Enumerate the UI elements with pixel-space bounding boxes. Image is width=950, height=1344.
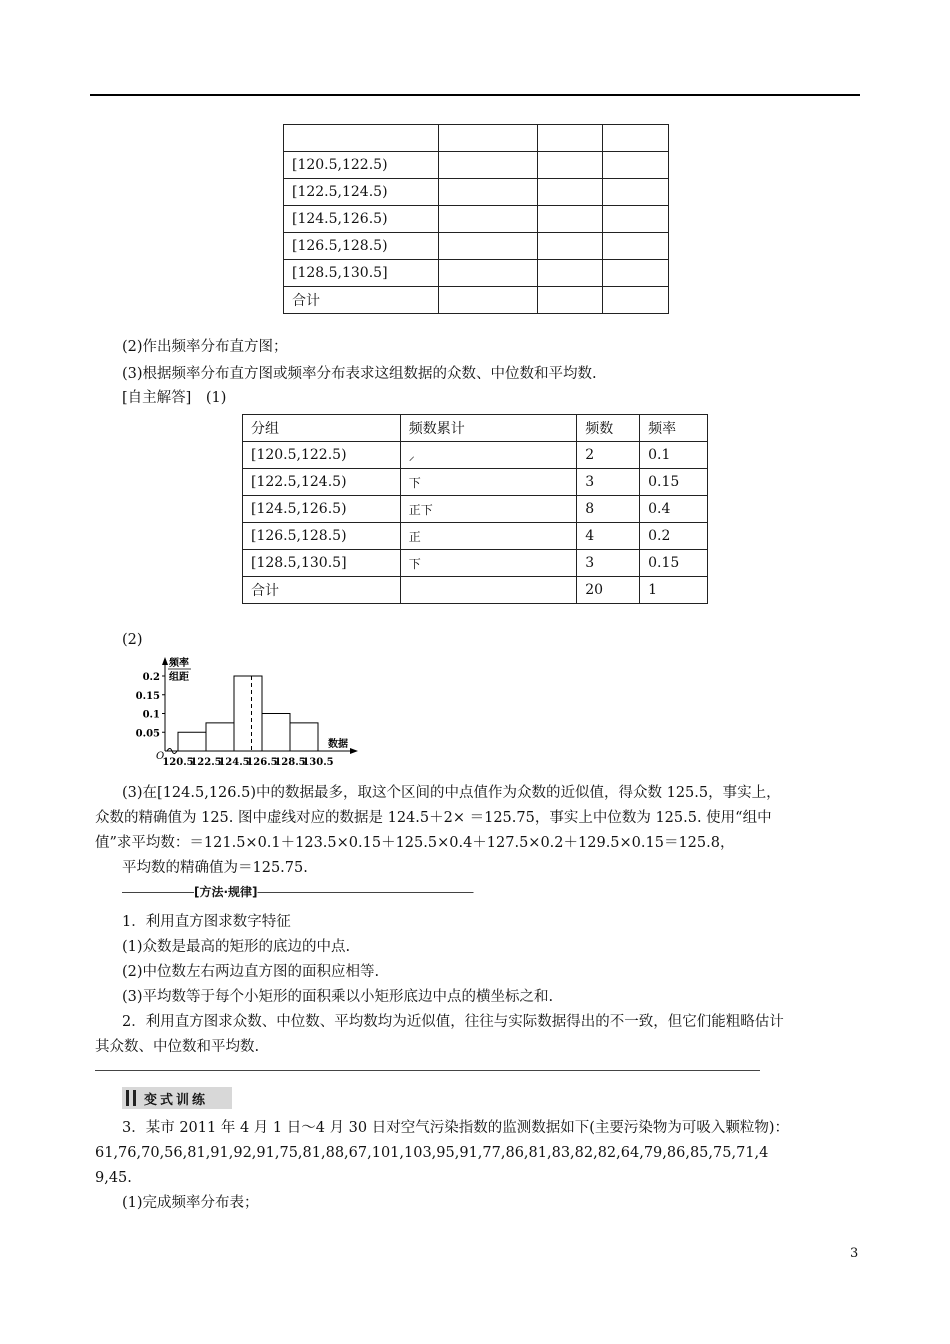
histogram-bar — [234, 676, 262, 751]
histogram-bar — [290, 723, 318, 751]
y-label-top: 频率 — [169, 658, 189, 669]
table-cell — [538, 287, 603, 314]
table-cell-count: 8 — [577, 496, 640, 523]
histogram-bar — [262, 714, 290, 752]
table-cell — [438, 233, 538, 260]
x-tick-label: 120.5 — [162, 757, 194, 768]
x-tick-label: 128.5 — [274, 757, 306, 768]
table-cell — [538, 206, 603, 233]
x-axis-label: 数据 — [328, 739, 348, 750]
table-cell — [438, 287, 538, 314]
empty-frequency-table — [283, 124, 669, 314]
table-cell-group: [124.5,126.5) — [243, 496, 401, 523]
method-p4: (3)平均数等于每个小矩形的面积乘以小矩形底边中点的横坐标之和. — [122, 989, 554, 1005]
table-row — [243, 550, 708, 577]
table-cell — [603, 233, 669, 260]
table-cell-count: 2 — [577, 442, 640, 469]
table-cell: 合计 — [284, 287, 439, 314]
table-cell — [538, 233, 603, 260]
table-cell — [538, 152, 603, 179]
table-cell — [603, 260, 669, 287]
y-tick-label: 0.1 — [142, 709, 160, 721]
method-title-line: ――――――[方法·规律]―――――――――――――――――― — [122, 885, 474, 899]
table-row — [243, 469, 708, 496]
table-cell-tally: 正 — [400, 523, 576, 550]
table-cell-tally — [400, 577, 576, 604]
solution-3-line4: 平均数的精确值为＝125.75. — [122, 860, 308, 876]
table-cell-tally: 下 — [400, 550, 576, 577]
y-tick-label: 0.15 — [135, 690, 160, 702]
table-cell-freq: 0.4 — [640, 496, 708, 523]
method-p6: 其众数、中位数和平均数. — [95, 1039, 260, 1055]
table-cell — [438, 152, 538, 179]
table-cell-group: [126.5,128.5) — [243, 523, 401, 550]
exercise-3-data-line1: 61,76,70,56,81,91,92,91,75,81,88,67,101,103,95,91,77,86,81,83,82,82,64,79,86,85,75,71,4 — [95, 1145, 769, 1161]
table-row — [284, 179, 669, 206]
table-row — [284, 260, 669, 287]
banner-bars-icon — [126, 1090, 136, 1106]
header-cell: 频数 — [577, 415, 640, 442]
table-cell — [438, 125, 538, 152]
table-cell-group: 合计 — [243, 577, 401, 604]
method-p1: 1．利用直方图求数字特征 — [122, 914, 291, 930]
table-row — [243, 523, 708, 550]
table-cell-freq: 0.1 — [640, 442, 708, 469]
table-cell: [124.5,126.5) — [284, 206, 439, 233]
table-cell — [438, 260, 538, 287]
table-cell — [603, 179, 669, 206]
table-cell: [126.5,128.5) — [284, 233, 439, 260]
table-row — [284, 152, 669, 179]
table-cell-tally: 正下 — [400, 496, 576, 523]
header-rule — [90, 94, 860, 96]
table-cell: [122.5,124.5) — [284, 179, 439, 206]
solution-3-line1: (3)在[124.5,126.5)中的数据最多，取这个区间的中点值作为众数的近似值，得众数 125.5，事实上， — [122, 785, 781, 801]
page-number: 3 — [850, 1246, 859, 1261]
origin-label: O — [156, 751, 165, 762]
table-cell-tally: ⸝ — [400, 442, 576, 469]
solution-3-line3: 值”求平均数：＝121.5×0.1＋123.5×0.15＋125.5×0.4＋127.5×0.2＋129.5×0.15＝125.8， — [95, 835, 735, 851]
frequency-table — [242, 414, 708, 604]
histogram-bar — [178, 732, 206, 751]
table-row — [243, 442, 708, 469]
answer-intro: [自主解答] (1) — [122, 390, 227, 406]
method-p3: (2)中位数左右两边直方图的面积应相等. — [122, 964, 380, 980]
x-tick-label: 126.5 — [246, 757, 278, 768]
y-tick-label: 0.2 — [142, 672, 160, 683]
method-p5: 2．利用直方图求众数、中位数、平均数均为近似值，往往与实际数据得出的不一致，但它们能粗略估计 — [122, 1014, 784, 1030]
header-cell: 分组 — [243, 415, 401, 442]
table-cell-freq: 1 — [640, 577, 708, 604]
table-cell: [120.5,122.5) — [284, 152, 439, 179]
table-row — [243, 577, 708, 604]
header-cell: 频数累计 — [400, 415, 576, 442]
table-row — [284, 287, 669, 314]
solution-3-line2: 众数的精确值为 125. 图中虚线对应的数据是 124.5＋2× ＝125.75，事实上中位数为 125.5. 使用“组中 — [95, 810, 772, 826]
histogram-bar — [206, 723, 234, 751]
table-row — [243, 496, 708, 523]
question-3: (3)根据频率分布直方图或频率分布表求这组数据的众数、中位数和平均数. — [122, 366, 597, 382]
table-cell-count: 3 — [577, 469, 640, 496]
table-header-row — [243, 415, 708, 442]
table-row — [284, 233, 669, 260]
table-cell — [438, 206, 538, 233]
exercise-3-part1: (1)完成频率分布表； — [122, 1195, 259, 1211]
label-2: (2) — [122, 632, 143, 648]
exercise-3-data-line2: 9,45. — [95, 1170, 132, 1186]
header-cell: 频率 — [640, 415, 708, 442]
table-row — [284, 125, 669, 152]
table-cell — [603, 287, 669, 314]
table-cell: [128.5,130.5] — [284, 260, 439, 287]
table-cell — [538, 179, 603, 206]
table-cell-count: 4 — [577, 523, 640, 550]
method-end-rule — [95, 1070, 760, 1071]
exercise-3-line1: 3．某市 2011 年 4 月 1 日～4 月 30 日对空气污染指数的监测数据如下(主要污染物为可吸入颗粒物)： — [122, 1120, 790, 1136]
x-axis-arrow — [350, 748, 358, 754]
table-cell — [538, 260, 603, 287]
x-tick-label: 130.5 — [302, 757, 334, 768]
table-cell — [538, 125, 603, 152]
banner-text: 变式训练 — [144, 1093, 209, 1108]
table-cell — [603, 125, 669, 152]
table-cell-freq: 0.15 — [640, 469, 708, 496]
table-cell-group: [128.5,130.5] — [243, 550, 401, 577]
table-cell — [603, 152, 669, 179]
table-cell — [284, 125, 439, 152]
variant-training-banner — [122, 1087, 232, 1109]
table-cell-freq: 0.15 — [640, 550, 708, 577]
table-cell — [438, 179, 538, 206]
method-title: [方法·规律] — [194, 885, 258, 899]
table-cell-group: [122.5,124.5) — [243, 469, 401, 496]
table-cell-group: [120.5,122.5) — [243, 442, 401, 469]
y-axis-arrow — [162, 657, 168, 665]
y-label-bottom: 组距 — [169, 672, 189, 683]
table-cell-freq: 0.2 — [640, 523, 708, 550]
method-p2: (1)众数是最高的矩形的底边的中点. — [122, 939, 351, 955]
y-tick-label: 0.05 — [135, 728, 160, 740]
question-2: (2)作出频率分布直方图； — [122, 339, 288, 355]
table-cell-count: 3 — [577, 550, 640, 577]
histogram — [120, 655, 380, 775]
x-tick-label: 122.5 — [190, 757, 222, 768]
table-cell — [603, 206, 669, 233]
table-row — [284, 206, 669, 233]
table-cell-tally: 下 — [400, 469, 576, 496]
table-cell-count: 20 — [577, 577, 640, 604]
x-tick-label: 124.5 — [218, 757, 250, 768]
